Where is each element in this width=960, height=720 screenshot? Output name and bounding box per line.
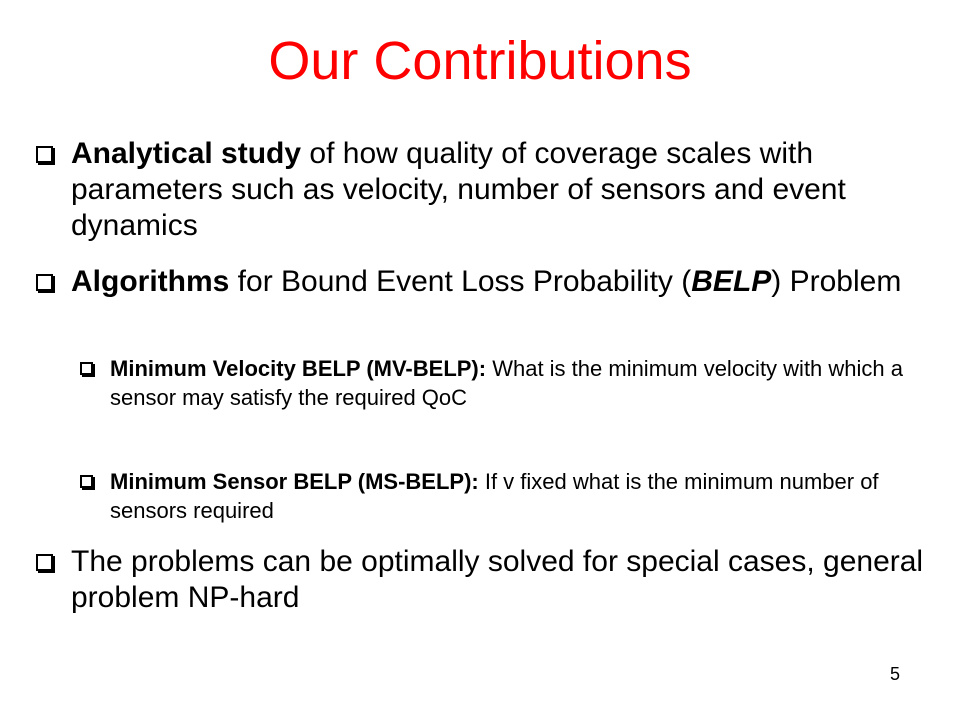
sub-bullet-ms-belp [80, 467, 950, 525]
sub-bullet-mv-belp [80, 354, 950, 412]
bullet-text [80, 354, 950, 412]
bullet-rest: What is the minimum velocity with which a sensor may satisfy the required QoC [110, 356, 903, 410]
bullet-text [36, 264, 946, 300]
checkbox-bullet-icon [36, 554, 53, 571]
checkbox-bullet-icon [80, 475, 93, 488]
bullet-rest-a: for Bound Event Loss Probability ( [229, 265, 692, 298]
bullet-algorithms [36, 264, 946, 300]
checkbox-bullet-icon [36, 146, 53, 163]
checkbox-bullet-icon [80, 362, 93, 375]
bullet-rest: of how quality of coverage scales with parameters such as velocity, number of sensors and event dynamics [71, 137, 846, 242]
slide-title: Our Contributions [268, 31, 692, 91]
bullet-bold: Algorithms [71, 265, 230, 298]
page-number: 5 [889, 664, 900, 684]
bullet-rest: If v fixed what is the minimum number of sensors required [110, 469, 879, 523]
bullet-bold: Minimum Velocity BELP (MV-BELP): [110, 356, 487, 381]
bullet-text [36, 136, 946, 244]
bullet-text: The problems can be optimally solved for special cases, general problem NP-hard [71, 545, 924, 614]
bullet-np-hard [36, 544, 946, 616]
bullet-rest-b: ) Problem [771, 265, 902, 298]
bullet-italic-bold: BELP [691, 265, 772, 298]
bullet-bold: Analytical study [71, 137, 302, 170]
bullet-bold: Minimum Sensor BELP (MS-BELP): [110, 469, 479, 494]
checkbox-bullet-icon [36, 274, 53, 291]
bullet-analytical-study [36, 136, 946, 244]
bullet-text [80, 467, 950, 525]
